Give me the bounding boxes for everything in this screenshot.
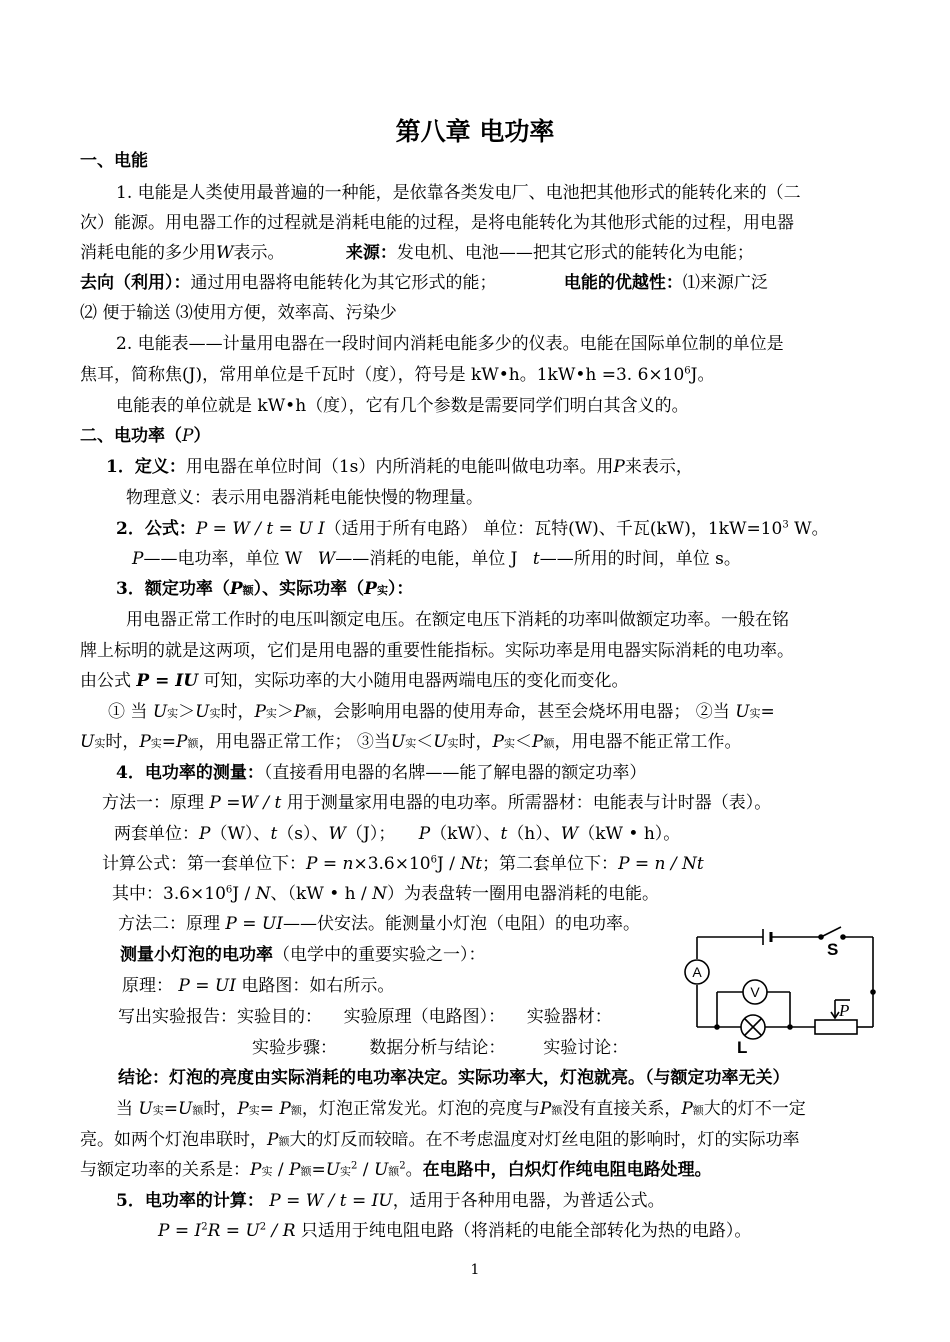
paragraph-line: 与额定功率的关系是：P实 / P额=U实$^2$ / U额$^2$。在电路中，白炽灯作纯电阻电路处理。 xyxy=(80,1160,712,1180)
paragraph-line: U实时，P实=P额，用电器正常工作； ③当U实＜U实时，P实＜P额，用电器不能正常工作。 xyxy=(80,732,742,752)
paragraph-line: ① 当 U实＞U实时，P实＞P额，会影响用电器的使用寿命，甚至会烧坏用电器； ②当 U实= xyxy=(108,702,775,722)
paragraph-line: 去向（利用）：通过用电器将电能转化为其它形式的能； 电能的优越性：⑴来源广泛 xyxy=(80,273,768,293)
paragraph-line: 2. 电能表——计量用电器在一段时间内消耗电能多少的仪表。电能在国际单位制的单位是 xyxy=(116,334,784,354)
subheading-calculation: 5．电功率的计算： P = W / t = IU，适用于各种用电器，为普适公式。 xyxy=(116,1191,665,1211)
paragraph-line: 焦耳，简称焦(J)，常用单位是千瓦时（度），符号是 kW•h。1kW•h =3. $6\times 10^6J$。 xyxy=(80,365,715,385)
paragraph-line: 当 U实=U额时，P实= P额，灯泡正常发光。灯泡的亮度与P额没有直接关系，P额大的灯不一定 xyxy=(116,1099,806,1119)
paragraph-line: 电能表的单位就是 kW•h（度），它有几个参数是需要同学们明白其含义的。 xyxy=(116,396,689,416)
paragraph-line: 牌上标明的就是这两项，它们是用电器的重要性能指标。实际功率是用电器实际消耗的电功率。 xyxy=(80,641,794,661)
rheostat-icon xyxy=(815,1020,857,1034)
subheading-rated-power: 3．额定功率（P额）、实际功率（P实）： xyxy=(116,579,414,599)
paragraph-line: 用电器正常工作时的电压叫额定电压。在额定电压下消耗的功率叫做额定功率。一般在铭 xyxy=(126,610,789,630)
paragraph-line: 次）能源。用电器工作的过程就是消耗电能的过程，是将电能转化为其他形式能的过程，用电器 xyxy=(80,213,794,233)
paragraph-line: 两套单位：P（W）、t（s）、W（J）； P（kW）、t（h）、W（kW • h）。 xyxy=(114,824,681,844)
switch-blade xyxy=(821,927,841,937)
paragraph-line: 亮。如两个灯泡串联时，P额大的灯反而较暗。在不考虑温度对灯丝电阻的影响时，灯的实际功率 xyxy=(80,1130,800,1150)
paragraph-line: 物理意义：表示用电器消耗电能快慢的物理量。 xyxy=(126,488,483,508)
formula-line: 2．公式：P = W / t = U I（适用于所有电路） 单位：瓦特(W)、千瓦(kW)，$1kW=10^3$ W。 xyxy=(116,519,829,539)
page-number: 1 xyxy=(470,1262,480,1278)
definition-line: 1．定义：用电器在单位时间（1s）内所消耗的电能叫做电功率。用P来表示， xyxy=(106,457,693,477)
rheostat-label: P xyxy=(839,1001,850,1020)
ammeter-label: A xyxy=(692,964,702,980)
paragraph-line: 方法二：原理 P = UI——伏安法。能测量小灯泡（电阻）的电功率。 xyxy=(118,914,640,934)
paragraph-line: 1. 电能是人类使用最普遍的一种能，是依靠各类发电厂、电池把其他形式的能转化来的（二 xyxy=(116,183,801,203)
paragraph-line: 测量小灯泡的电功率（电学中的重要实验之一）： xyxy=(120,945,486,965)
paragraph-line: 写出实验报告：实验目的： 实验原理（电路图）： 实验器材： xyxy=(118,1007,612,1027)
paragraph-line: 计算公式：第一套单位下：$P = n\times 3.6\times 10^6J / Nt$；第二套单位下：P = n / Nt xyxy=(102,854,704,874)
paragraph-line: P——电功率，单位 W W——消耗的电能，单位 J t——所用的时间，单位 s。 xyxy=(132,549,741,569)
paragraph-line: 实验步骤： 数据分析与结论： 实验讨论： xyxy=(252,1038,629,1058)
section-heading-power: 二、电功率（P） xyxy=(80,426,211,446)
voltmeter-label: V xyxy=(750,984,760,1000)
paragraph-line: 由公式 P = IU 可知，实际功率的大小随用电器两端电压的变化而变化。 xyxy=(80,671,629,691)
paragraph-line: 方法一：原理 P =W / t 用于测量家用电器的电功率。所需器材：电能表与计时器（表）。 xyxy=(102,793,772,813)
lamp-label: L xyxy=(737,1038,748,1055)
paragraph-line: 消耗电能的多少用W表示。 来源：发电机、电池——把其它形式的能转化为电能； xyxy=(80,243,754,263)
switch-label: S xyxy=(827,940,839,959)
section-heading-energy: 一、电能 xyxy=(80,151,148,171)
circuit-diagram xyxy=(675,915,885,1055)
conclusion-line: 结论：灯泡的亮度由实际消耗的电功率决定。实际功率大，灯泡就亮。（与额定功率无关） xyxy=(118,1068,790,1088)
paragraph-line: $P = I^2R = U^2 / R$ 只适用于纯电阻电路（将消耗的电能全部转化为热的电路）。 xyxy=(158,1221,752,1241)
paragraph-line: ⑵ 便于输送 ⑶使用方便，效率高、污染少 xyxy=(80,303,397,323)
paragraph-line: 原理： P = UI 电路图：如右所示。 xyxy=(122,976,395,996)
paragraph-line: 其中：$3.6\times 10^6J / N$、（kW • h / N）为表盘转一圈用电器消耗的电能。 xyxy=(112,884,659,904)
page-title: 第八章 电功率 xyxy=(395,117,555,146)
subheading-measurement: 4．电功率的测量：（直接看用电器的名牌——能了解电器的额定功率） xyxy=(116,763,647,783)
